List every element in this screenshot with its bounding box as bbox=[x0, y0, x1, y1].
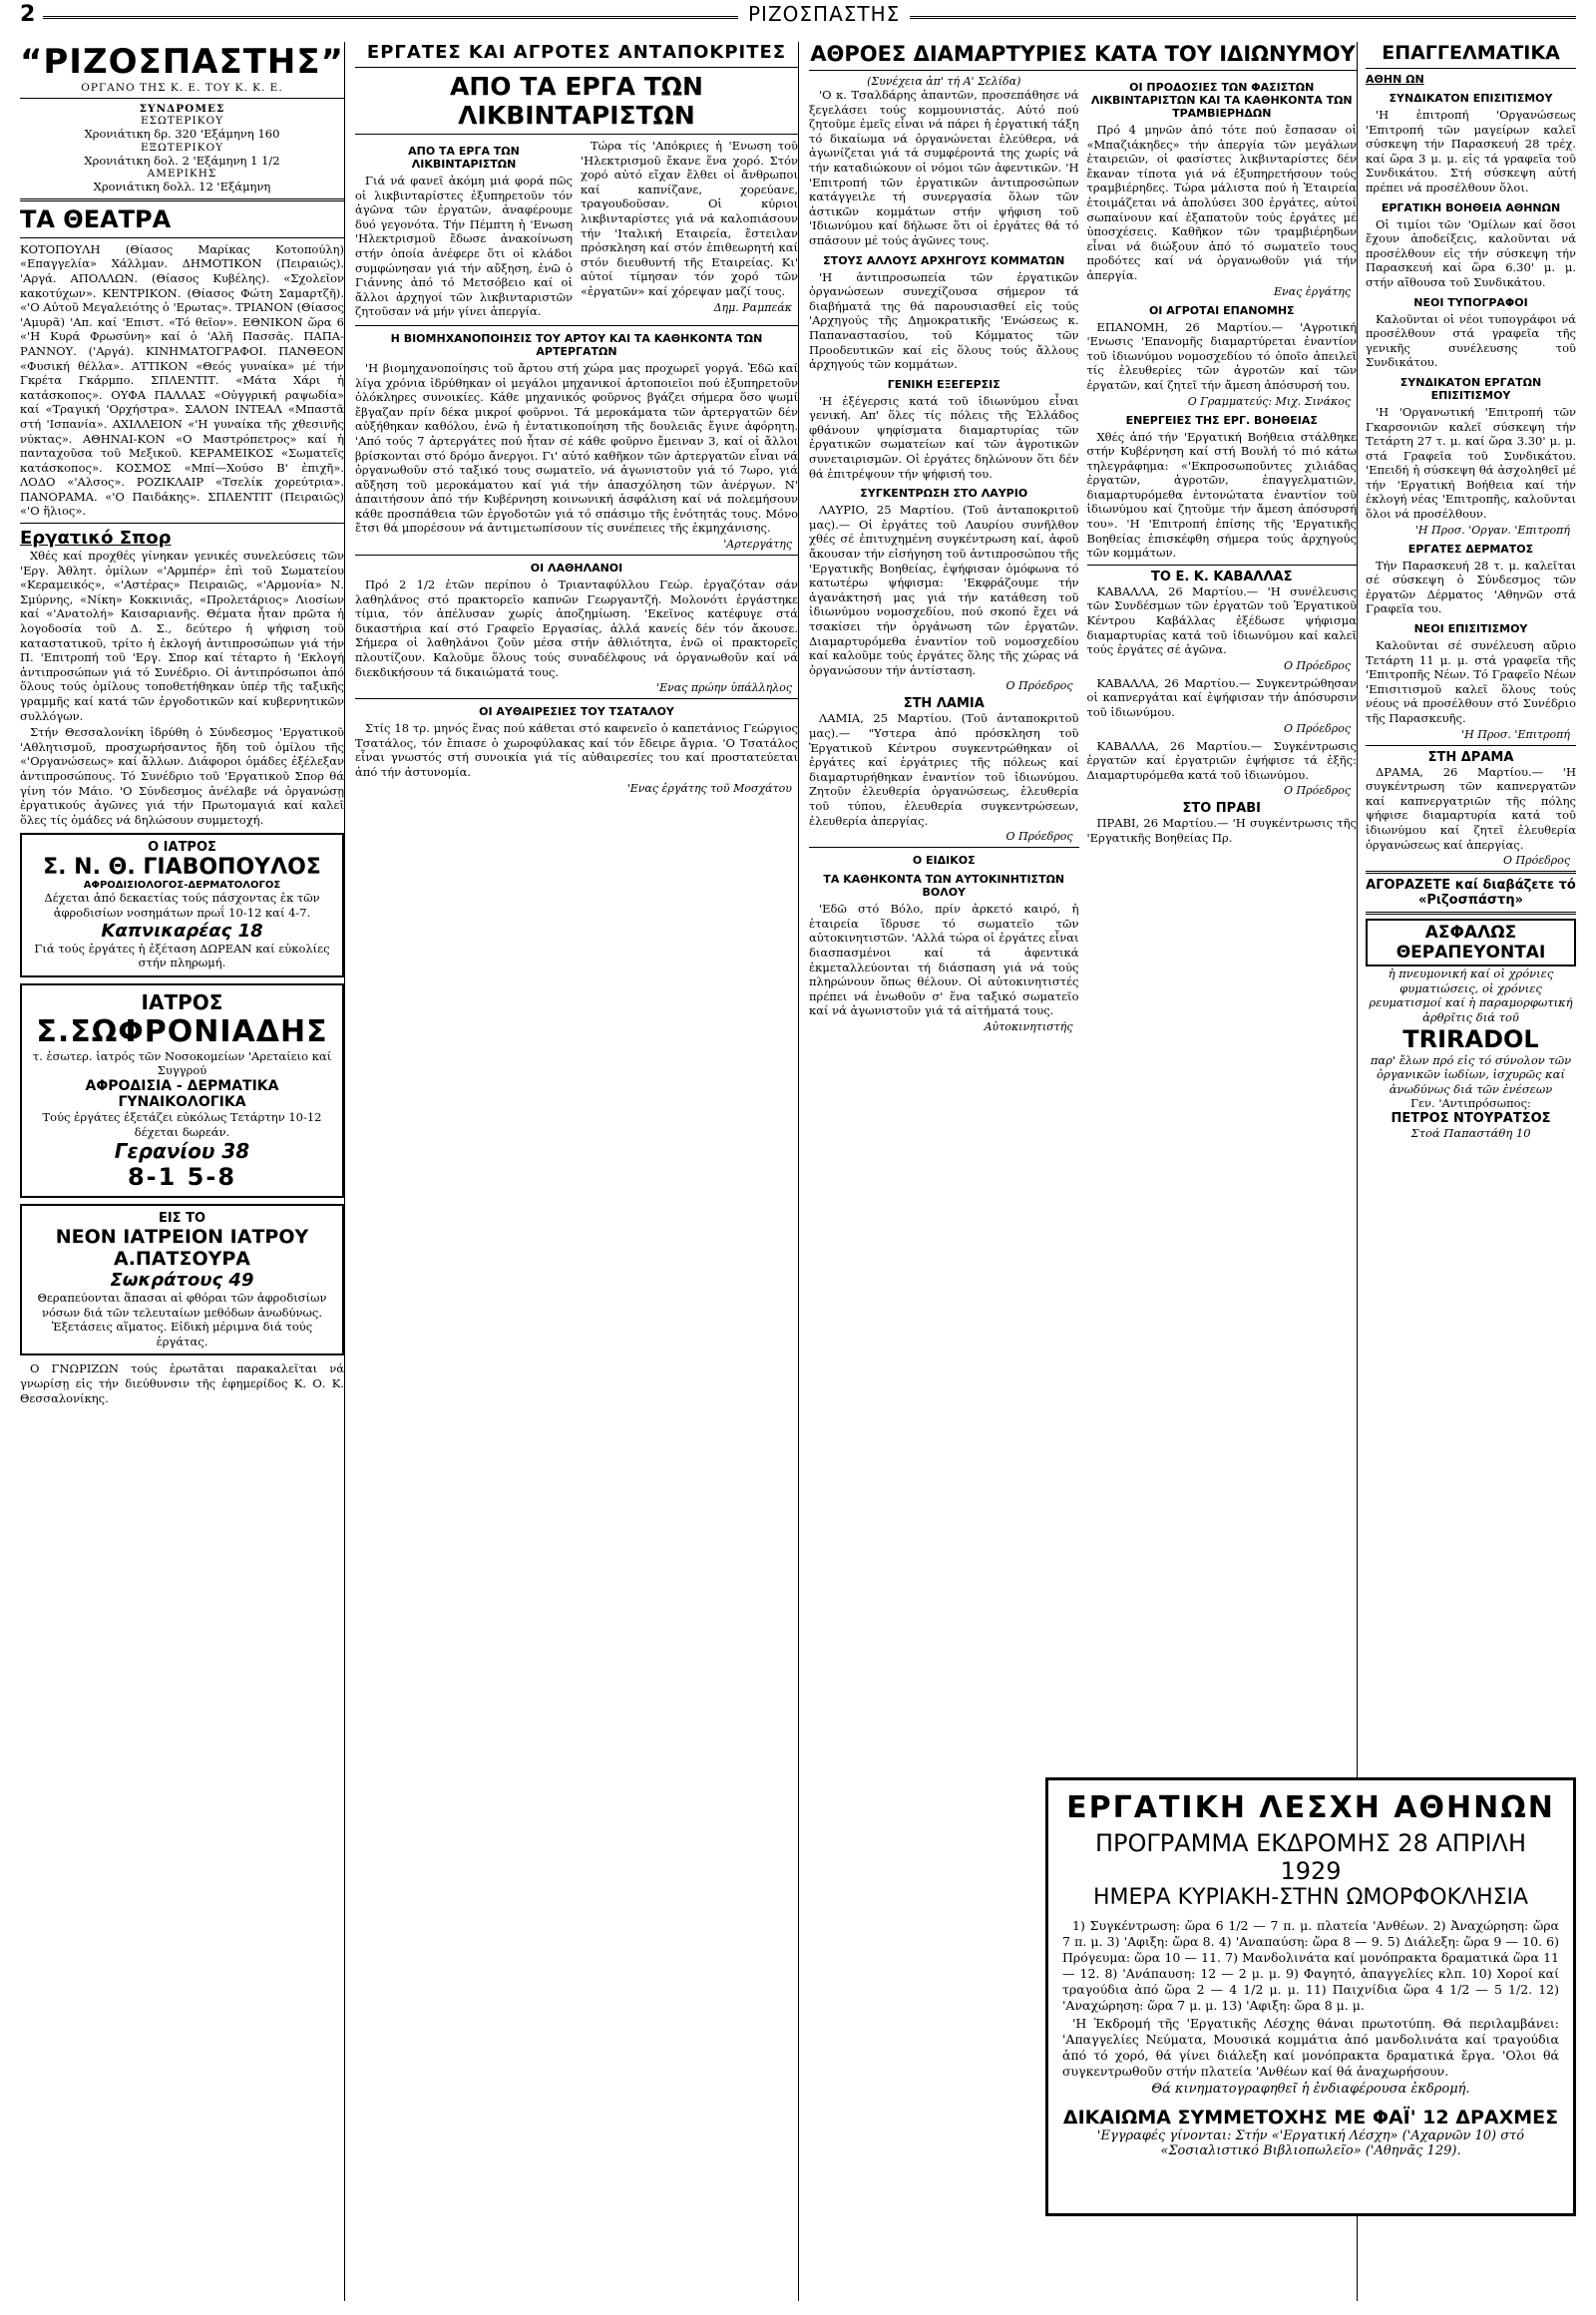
article-paragraph: Πρό 4 μηνῶν ἀπό τότε πού ἔσπασαν οἱ «Μπαζιάκηδες» τήν ἀπεργία τῶν μεγάλων ἑταιρειῶν, οἱ φασίστες λικβινταρίστες δέν ἔκαναν τίποτα γιά νά ἐξυπηρετήσουν τούς τραμβιέρηδες. Τώρα μάλιστα πού ἡ Ἑταιρεία ἑτοιμάζεται νά ἀπολύσει 300 ἐργάτες, αὐτοί σωπαίνουν καί ἐξαπατοῦν τούς ἐργάτες μέ ὑποσχέσεις. Καθῆκον τῶν τραμβιέρηδων εἶναι νά διώξουν ἀπό τό σωματεῖο τους προδότες καί νά ὀργανωθοῦν γιά τήν ἀπεργία. bbox=[1086, 123, 1357, 282]
divider bbox=[20, 523, 344, 524]
article-heading: ΟΙ ΠΡΟΔΟΣΙΕΣ ΤΩΝ ΦΑΣΙΣΤΩΝ ΛΙΚΒΙΝΤΑΡΙΣΤΩΝ ΚΑΙ ΤΑ ΚΑΘΗΚΟΝΤΑ ΤΩΝ ΤΡΑΜΒΙΕΡΗΔΩΝ bbox=[1090, 81, 1353, 120]
article-heading: ΟΙ ΑΓΡΟΤΑΙ ΕΠΑΝΟΜΗΣ bbox=[1148, 303, 1295, 317]
article-heading: ΤΟ Ε. Κ. ΚΑΒΑΛΛΑΣ bbox=[1151, 569, 1293, 584]
divider bbox=[355, 325, 798, 326]
ad-address: Γερανίου 38 bbox=[114, 1139, 250, 1164]
article-heading: ΤΑ ΚΑΘΗΚΟΝΤΑ ΤΩΝ ΑΥΤΟΚΙΝΗΤΙΣΤΩΝ ΒΟΛΟΥ bbox=[823, 873, 1065, 900]
article-paragraph: 'Η βιομηχανοποίησις τοῦ ἄρτου στή χώρα μας προχωρεῖ γοργά. Ἐδῶ καί λίγα χρόνια ἱδρύθηκαν οἱ μεγάλοι μηχανικοί ἀρτοποιεῖοι πού ἐξυπηρετοῦν ὁλόκληρες συνοικίες. Κάθε μηχανικός φοῦρνος βγάζει σήμερα ὅσο ψωμί ἔβγαζαν πρίν δέκα μικροί φοῦρνοι. Τά μεροκάματα τῶν ἀρτεργατῶν δέν αὐξήθηκαν καθόλου, ἐνῶ ἡ ἐντατικοποίηση τῆς δουλειᾶς ἔγινε ἀφόρητη. 'Από τούς 7 ἀρτεργάτες πού ἦταν σέ κάθε φοῦρνο ἔμειναν 3, καί οἱ ἄλλοι βρίσκονται στό δρόμο ἄνεργοι. Γι' αὐτό καθῆκον τῶν ἀρτεργατῶν εἶναι νά ὀργανωθοῦν στό ταξικό τους σωματεῖο, νά ἀγωνιστοῦν γιά τό 7ωρο, γιά αὔξηση τοῦ μεροκάματου καί γιά τήν ἀπασχόληση τῶν ἀνέργων. Ν' ἀπαιτήσουν ἀπό τήν Κυβέρνηση κοινωνική ἀσφάλιση καί νά πολεμήσουν κάθε προσπάθεια τῶν ἐργοδοτῶν γιά τό σπάσιμο τῆς ἑνότητάς τους. Μόνο ἔτσι θά μπορέσουν νά ἀντιμετωπίσουν τίς συνέπειες τῆς ἐκμηχάνισης. bbox=[355, 360, 798, 536]
article-paragraph: ΚΑΒΑΛΛΑ, 26 Μαρτίου.— Συγκέντρωσις ἐργατῶν καί ἐργατριῶν ἐψήφισε τά ἑξῆς: Διαμαρτυρόμεθα κατά τοῦ ἰδιωνύμου. bbox=[1086, 738, 1357, 782]
article-signature: 'Ενας ἐργάτης τοῦ Μοσχάτου bbox=[626, 781, 792, 795]
article-signature: Αὐτοκινητιστής bbox=[984, 1019, 1073, 1033]
notice-heading: ΕΡΓΑΤΕΣ ΔΕΡΜΑΤΟΣ bbox=[1407, 542, 1534, 556]
article-heading: ΕΝΕΡΓΕΙΕΣ ΤΗΣ ΕΡΓ. ΒΟΗΘΕΙΑΣ bbox=[1125, 413, 1318, 427]
ad-hours: 8-1 5-8 bbox=[127, 1163, 237, 1192]
article-signature: Ενας ἐργάτης bbox=[1273, 284, 1351, 298]
notice-text: Καλοῦνται σέ συνέλευση αὔριο Τετάρτη 11 μ. μ. στά γραφεῖα τῆς 'Επιτροπῆς Νέων. Τό Γραφεῖο Νέων 'Επισιτισμοῦ καλεῖ ὅλους τούς νέους νά προσέλθουν στό Συνέδριο τῆς Παρασκευῆς. bbox=[1366, 638, 1576, 725]
notice-heading: ΕΡΓΑΤΙΚΗ ΒΟΗΘΕΙΑ ΑΘΗΝΩΝ bbox=[1381, 200, 1561, 214]
city-label: ΑΘΗΝ ΩΝ bbox=[1366, 73, 1424, 86]
excursion-schedule: 1) Συγκέντρωση: ὥρα 6 1/2 — 7 π. μ. πλατεία 'Ανθέων. 2) Ἀναχώρηση: ὥρα 7 π. μ. 3) 'Αφιξη: ὥρα 8. 4) 'Αναπαύση: ὥρα 8 — 9. 5) Διάλεξη: ὥρα 9 — 10. 6) Πρόγευμα: ὥρα 10 — 11. 7) Μανδολινάτα καί μονόπρακτα δραματικά ὥρα 11 — 12. 8) 'Ανάπαυση: 12 — 2 μ. μ. 9) Φαγητό, ἀπαγγελίες κλπ. 10) Χοροί καί τραγούδια ἀπό ὥρα 2 — 4 1/2 μ. μ. 11) Παιχνίδια ὥρα 4 1/2 — 5 1/2. 12) 'Αναχώρηση: ὥρα 7 μ. μ. 13) 'Αφιξη: ὥρα 8 μ. μ. bbox=[1062, 1918, 1559, 2013]
ad-address: Σωκράτους 49 bbox=[110, 1270, 254, 1292]
running-title: ΡΙΖΟΣΠΑΣΤΗΣ bbox=[738, 2, 910, 26]
article-heading: ΣΤΗ ΛΑΜΙΑ bbox=[903, 696, 985, 712]
ad-name: Σ.ΣΩΦΡΟΝΙΑΔΗΣ bbox=[36, 1013, 328, 1049]
article-paragraph: 'Ο κ. Τσαλδάρης ἀπαντῶν, προσεπάθησε νά ξεγελάσει τούς κομμουνιστάς. Αὐτό πού ζητοῦμε ἐμεῖς εἶναι νά πάρει ἡ ἐργατική τάξη τό δικαίωμα νά ὀργανώνεται ἐλεύθερα, νά ἀγωνίζεται γιά τά συμφέροντά της χωρίς νά τήν καταδιώκουν οἱ νόμοι τῶν ἀφεντικῶν. 'Η 'Επιτροπή τῶν ἐργατικῶν ἀντιπροσώπων κατάγγειλε τή συνεργασία ὅλων τῶν ἀστικῶν κομμάτων στήν ψήφιση τοῦ 'Ιδιωνύμου καί δήλωσε ὅτι οἱ ἐργάτες θά τό σπάσουν μέ τούς ἀγῶνες τους. bbox=[809, 88, 1079, 247]
ad-head: Ο ΙΑΤΡΟΣ bbox=[148, 840, 216, 856]
sport-paragraph: Χθές καί προχθές γίνηκαν γενικές συνελεύσεις τῶν 'Εργ. Ἀθλητ. ὁμίλων «'Αρμπέρ» ἐπὶ τοῦ Σωματείου «Κεραμεικός», «'Αστέρας» Πειραιῶς, «'Αρμονία» Ν. Σμύρνης, «Νίκη» Κοκκινιᾶς, «Προλετάριος» Λιοσίων καί «'Ανατολή» Καισαριανῆς. Θέματα ἦταν πρῶτα ἡ λογοδοσία τοῦ Δ. Σ., δεύτερο ἡ ψήφιση τοῦ καταστατικοῦ, τρίτο ἡ ἐκλογή ἀντιπροσώπων γιά τήν Π. 'Επιτροπή τοῦ 'Εργ. Σπορ καί τέταρτο ἡ 'Εκλογή ἀντιπροσώπων γιά τό Συνέδριο. Οἱ ἀντιπρόσωποι ἀπό ὅλους τούς ὁμίλους τοποθετήθηκαν ὑπέρ τῆς ταξικῆς γραμμῆς καί κατά τῶν ἐργοδοτικῶν καί κυβερνητικῶν συλλόγων. bbox=[20, 549, 344, 723]
notice-signature: Ο Πρόεδρος bbox=[1503, 854, 1570, 868]
ad-doctor-sofroniadis bbox=[20, 983, 344, 1198]
excursion-programme: ΠΡΟΓΡΑΜΜΑ ΕΚΔΡΟΜΗΣ 28 ΑΠΡΙΛΗ 1929 bbox=[1094, 1829, 1526, 1885]
article-heading: Ο ΕΙΔΙΚΟΣ bbox=[912, 854, 976, 868]
divider bbox=[809, 70, 1357, 71]
subs-interior: ΕΣΩΤΕΡΙΚΟΥ bbox=[140, 115, 224, 127]
paper-organ: ΟΡΓΑΝΟ ΤΗΣ Κ. Ε. ΤΟΥ Κ. Κ. Ε. bbox=[81, 82, 283, 94]
ad-triradol-text: παρ' ἔλων πρό εἰς τό σύνολον τῶν ὀργανικῶν ἰωδίων, ἰσχυρῶς καί ἀνωδύνως διά τῶν ἐνέσεων bbox=[1370, 1052, 1572, 1096]
section-heading: ΕΠΑΓΓΕΛΜΑΤΙΚΑ bbox=[1382, 42, 1560, 64]
article-paragraph: Πρό 2 1/2 ἐτῶν περίπου ὁ Τριανταφύλλου Γεώρ. ἐργαζόταν σάν λαθηλάνος στό πρακτορεῖο καπνῶν Γεωργαντζή. Μολονότι ἐργάστηκε τίμια, τόν ἀπέλυσαν χωρίς ἀποζημίωση. 'Εκεῖνος κατέφυγε στά δικαστήρια καί στό Γραφεῖο Εργασίας, ἀλλά κανείς δέν τόν ἄκουσε. Σήμερα οἱ λαθηλάνοι ζοῦν μέσα στήν ἀθλιότητα, ἐνῶ οἱ πρακτορεῖς πλουτίζουν. Καλοῦμε ὅλους τούς συναδέλφους νά ὀργανωθοῦν καί νά διεκδικήσουν τά δικαιώματά τους. bbox=[355, 578, 798, 679]
correspondents-banner: ΕΡΓΑΤΕΣ ΚΑΙ ΑΓΡΟΤΕΣ ΑΝΤΑΠΟΚΡΙΤΕΣ bbox=[355, 42, 798, 68]
ad-head: ΙΑΤΡΟΣ bbox=[141, 989, 223, 1014]
ad-agent-label: Γεν. 'Αντιπρόσωπος: bbox=[1410, 1096, 1531, 1111]
ad-buy-paper: ΑΓΟΡΑΖΕΤΕ καί διαβάζετε τό «Ριζοσπάστη» bbox=[1366, 878, 1576, 909]
article-heading: ΣΤΟΥΣ ΑΛΛΟΥΣ ΑΡΧΗΓΟΥΣ ΚΟΜΜΑΤΩΝ bbox=[823, 253, 1065, 267]
notice-heading: ΣΥΝΔΙΚΑΤΟΝ ΕΠΙΣΙΤΙΣΜΟΥ bbox=[1389, 92, 1553, 105]
article-paragraph: Στίς 18 τρ. μηνός ἕνας πού κάθεται στό καφενεῖο ὁ καπετάνιος Γεώργιος Τσατάλος, τόν ἔπιασε ὁ χωροφύλακας καί τόν ἔδειρε ἄγρια. 'Ο Τσατάλος εἶναι γνωστός στή συνοικία γιά τίς αὐθαιρεσίες του καί προστατεύεται ἀπό τήν ἀστυνομία. bbox=[355, 721, 798, 779]
article-heading: ΟΙ ΑΥΘΑΙΡΕΣΙΕΣ ΤΟΥ ΤΣΑΤΑΛΟΥ bbox=[479, 705, 674, 719]
ad-specialty: ΑΦΡΟΔΙΣΙΟΛΟΓΟΣ-ΔΕΡΜΑΤΟΛΟΓΟΣ bbox=[83, 880, 281, 892]
divider bbox=[1366, 871, 1576, 874]
ad-text: Θεραπεύονται ἅπασαι αἱ φθόραι τῶν ἀφροδισίων νόσων διά τῶν τελευταίων μεθόδων ἀνωδύνως. Ἐξετάσεις αἵματος. Εἰδικὴ μέριμνα διά τούς ἐργάτας. bbox=[37, 1291, 327, 1349]
article-paragraph: Γιά νά φανεῖ ἀκόμη μιά φορά πῶς οἱ λικβινταρίστες ἐξυπηρετοῦν τόν ἀγῶνα τῶν ἐργατῶν, ἀναφέρουμε δυό γεγονότα. Τήν Πέμπτη ἡ 'Ενωση 'Ηλεκτρισμοῦ ἔδωσε ἀνακοίνωση στήν ὁποία ἀνέφερε ὅτι οἱ κλάδοι συμφώνησαν γιά τήν αὔξηση, ἐνῶ ὁ Γιάννης ἀπό τό Μετσόβειο καί οἱ ἄλλοι ἀρχηγοί τῶν λικβινταριστῶν ζητοῦσαν νά μήν γίνει ἀπεργία. bbox=[355, 174, 573, 319]
ad-doctor-giavopoulos bbox=[20, 833, 344, 976]
notice-text: Τήν Παρασκευή 28 τ. μ. καλεῖται σέ σύσκεψη ὁ Σύνδεσμος τῶν ἐργατῶν Δέρματος 'Αθηνῶν στά Γραφεῖα του. bbox=[1366, 558, 1576, 616]
ad-agent-address: Στοά Παπαστάθη 10 bbox=[1410, 1125, 1531, 1140]
ad-text: Δέχεται ἀπό δεκαετίας τούς πάσχοντας ἐκ τῶν ἀφροδισίων νοσημάτων πρωΐ 10-12 καί 4-7. bbox=[44, 891, 320, 920]
subs-exterior-text: Χρονιάτικη δολ. 2 'Εξάμηνη 1 1/2 bbox=[84, 153, 280, 168]
article-paragraph: ΠΡΑΒΙ, 26 Μαρτίου.— 'Η συγκέντρωσις τῆς 'Εργατικῆς Βοηθείας Πρ. bbox=[1086, 816, 1357, 845]
divider bbox=[20, 198, 344, 201]
notice: Ο ΓΝΩΡΙΖΩΝ τούς ἐρωτᾶται παρακαλεῖται νά γνωρίσῃ εἰς τήν διεύθυνσιν τῆς ἐφημερίδος Κ. Ο. Κ. Θεσσαλονίκης. bbox=[20, 1361, 344, 1405]
notice-heading: ΝΕΟΙ ΤΥΠΟΓΡΑΦΟΙ bbox=[1413, 295, 1528, 309]
column-1 bbox=[20, 42, 344, 2301]
divider bbox=[1366, 745, 1576, 746]
article-signature: Ο Πρόεδρος bbox=[1005, 679, 1073, 693]
ad-agent: ΠΕΤΡΟΣ ΝΤΟΥΡΑΤΣΟΣ bbox=[1391, 1110, 1551, 1126]
article-heading: ΣΤΟ ΠΡΑΒΙ bbox=[1182, 801, 1262, 817]
subs-exterior: ΕΞΩΤΕΡΙΚΟΥ bbox=[140, 141, 224, 154]
ad-safe-heading: ΑΣΦΑΛΩΣ ΘΕΡΑΠΕΥΟΝΤΑΙ bbox=[1366, 919, 1576, 966]
theatres-list: ΚΟΤΟΠΟΥΛΗ (Θίασος Μαρίκας Κοτοπούλη) «Επαγγελία» Χάλλμαν. ΔΗΜΟΤΙΚΟΝ (Πειραιώς). 'Αργά. ΑΠΟΛΛΩΝ. (Θίασος Κυβέλης). «Σχολεῖον κακοτύχων». ΚΕΝΤΡΙΚΟΝ. (Θίασος Φώτη Σαμαρτζῆ). «'Ο Αὐτοῦ Μεγαλειότης ὁ 'Ερωτας». ΤΡΙΑΝΟΝ (Θίασος 'Αμυρᾶ) 'Απ. καί 'Επιστ. «Τό θεῖον». ΕΘΝΙΚΟΝ ὥρα 6 «'Η Κυρά Φρωσύνη» καί ὁ 'Αλῆ Πασσᾶς. ΠΑΠΑ-ΡΑΝΝΟΥ. ('Αργά). ΚΙΝΗΜΑΤΟΓΡΑΦΟΙ. ΠΑΝΘΕΟΝ «Φυσική θέλλα». ΑΤΤΙΚΟΝ «Θεός γυναίκα» μέ τήν Γκρέτα Γκάρμπο. ΣΠΛΕΝΤΙΤ. «Μάτα Χάρι ἡ κατάσκοπος». ΟΥΦΑ ΠΑΛΛΑΣ «Οὐγγρική ραψωδία» καί «Τραγική 'Ορχήστρα». ΣΑΛΟΝ ΙΝΤΕΑΛ «Μπαστᾶ στή 'Ισπανία». ΑΧΙΛΛΕΙΟΝ «'Η γυναίκα τῆς χθεσινῆς νύκτας». ΑΘΗΝΑΙ-ΚΟΝ «Ο Μαστρόπετρος» καί ἡ πανταχοῦσα τοῦ Μεξικοῦ. ΚΕΡΑΜΕΙΚΟΣ «Σωματεῖς κατάσκοπος». ΚΟΣΜΟΣ «Μπί—Χούσο Β' ἐπιχῆ». ΛΟΔΟ «'Αλσος». ΡΟΖΙΚΛΑΙΡ «Τσελίκ χορεύτρια». ΠΑΝΟΡΑΜΑ. «'Ο Παιδάκης». ΣΠΛΕΝΤΙΤ (Πειραιῶς) «'Ο ἥλιος». bbox=[20, 241, 344, 519]
column-3-body bbox=[809, 75, 1357, 1037]
ad-triradol: TRIRADOL bbox=[1402, 1024, 1539, 1053]
notice-heading: ΣΥΝΔΙΚΑΤΟΝ ΕΡΓΑΤΩΝ ΕΠΙΣΙΤΙΣΜΟΥ bbox=[1399, 375, 1542, 402]
divider bbox=[1087, 565, 1358, 566]
article-paragraph: ΕΠΑΝΟΜΗ, 26 Μαρτίου.— 'Αγροτική 'Ενωσις 'Επανομῆς διαμαρτύρεται ἐναντίον τοῦ ἰδιωνύμου νομοσχεδίου τό ὁποῖο ἀπειλεῖ τίς ἐλευθερίες τῶν ἀγροτῶν καί τῶν ἐργατῶν, καί ζητεῖ τήν ἄμεση ἀπόσυρσή του. bbox=[1086, 319, 1357, 392]
divider bbox=[20, 237, 344, 238]
ad-text: Τούς ἐργάτες ἐξετάζει εὐκόλως Τετάρτην 10-12 δέχεται δωρεάν. bbox=[42, 1109, 322, 1139]
page-header bbox=[0, 0, 1596, 34]
excursion-registration: 'Εγγραφές γίνονται: Στήν «'Εργατική Λέσχη» ('Αχαρνῶν 10) στό «Σοσιαλιστικό Βιβλιοπωλεῖο» ('Αθηνᾶς 129). bbox=[1096, 2128, 1525, 2158]
subs-interior-text: Χρονιάτικη δρ. 320 'Εξάμηνη 160 bbox=[84, 127, 280, 141]
sport-heading: Εργατικό Σπορ bbox=[20, 528, 172, 550]
article-heading: ΓΕΝΙΚΗ ΕΞΕΓΕΡΣΙΣ bbox=[887, 377, 1000, 391]
article-heading: ΟΙ ΛΑΘΗΛΑΝΟΙ bbox=[530, 562, 623, 576]
notice-text: Οἱ τιμίοι τῶν 'Ομίλων καί ὅσοι ἔχουν ἀποδείξεις, καλοῦνται νά προσέλθουν εἰς τήν σύσκεψη τήν Παρασκευή καί ὥρα 6.30' μ. μ. στήν αἴθουσα τοῦ Συνδικάτου. bbox=[1366, 216, 1576, 289]
article-signature: 'Ενας πρώην ὑπάλληλος bbox=[656, 681, 792, 695]
article-paragraph: ΚΑΒΑΛΛΑ, 26 Μαρτίου.— Συγκεντρώθησαν οἱ καπνεργάται καί ἐψήφισαν τήν ἀπόσυρσιν τοῦ ἰδιωνύμου. bbox=[1086, 675, 1357, 719]
article-heading: Η ΒΙΟΜΗΧΑΝΟΠΟΙΗΣΙΣ ΤΟΥ ΑΡΤΟΥ ΚΑΙ ΤΑ ΚΑΘΗΚΟΝΤΑ ΤΩΝ ΑΡΤΕΡΓΑΤΩΝ bbox=[390, 331, 763, 358]
article-paragraph: 'Η ἀντιπροσωπεία τῶν ἐργατικῶν ὀργανώσεων συνεχίζουσα σήμερον τά διαβήματά της θά παρουσιασθεί εἰς τούς 'Αρχηγούς τῆς Δημοκρατικῆς 'Ενώσεως κ. Παπαναστασίου, τοῦ Κόμματος τῶν Προοδευτικῶν καί εἰς ὅλους τούς ἄλλους ἀρχηγούς τῶν κομμάτων. bbox=[809, 269, 1079, 372]
article-signature: Δημ. Ραμπεάκ bbox=[713, 300, 792, 314]
divider bbox=[355, 698, 798, 699]
paper-name: “ΡΙΖΟΣΠΑΣΤΗΣ” bbox=[20, 42, 344, 82]
notice-signature: 'Η Προσ. 'Οργαν. 'Επιτροπή bbox=[1414, 523, 1570, 537]
subs-america-text: Χρονιάτικη δολλ. 12 'Εξάμηνη bbox=[93, 180, 271, 194]
notice-heading: ΣΤΗ ΔΡΑΜΑ bbox=[1427, 749, 1514, 765]
ad-name: Σ. Ν. Θ. ΓΙΑΒΟΠΟΥΛΟΣ bbox=[43, 855, 321, 881]
excursion-day: ΗΜΕΡΑ ΚΥΡΙΑΚΗ-ΣΤΗΝ ΩΜΟΡΦΟΚΛΗΣΙΑ bbox=[1092, 1885, 1529, 1910]
excursion-fee: ΔΙΚΑΙΩΜΑ ΣΥΜΜΕΤΟΧΗΣ ΜΕ ΦΑΪ' 12 ΔΡΑΧΜΕΣ bbox=[1062, 2107, 1559, 2128]
theatres-heading: ΤΑ ΘΕΑΤΡΑ bbox=[20, 204, 172, 233]
ad-sub: τ. ἐσωτερ. ἰατρός τῶν Νοσοκομείων 'Αρεταίειο καί Συγγρού bbox=[32, 1048, 332, 1078]
main-heading: ΑΘΡΟΕΣ ΔΙΑΜΑΡΤΥΡΙΕΣ ΚΑΤΑ ΤΟΥ ΙΔΙΩΝΥΜΟΥ bbox=[810, 42, 1356, 66]
article-liquidators bbox=[355, 139, 798, 321]
sport-paragraph: Στήν Θεσσαλονίκη ἱδρύθη ὁ Σύνδεσμος 'Εργατικοῦ 'Αθλητισμοῦ, προσχωρήσαντος ἤδη τοῦ ὁμίλου τῆς «'Οργανώσεως» καί ἄλλων. Διάφοροι ὁμάδες ἐξέλεξαν ἀντιπροσώπους. Τό Συνέδριο τοῦ 'Εργατικοῦ Σπορ θά γίνη τόν Μάιο. 'Ο Σύνδεσμος ἀνέλαβε νά ὀργανώσῃ ἐργατικούς ἀγῶνες γιά τήν Πρωτομαγιά καί καλεῖ ὅλες τίς ὁμάδες νά δηλώσουν συμμετοχή. bbox=[20, 725, 344, 827]
excursion-title: ΕΡΓΑΤΙΚΗ ΛΕΣΧΗ ΑΘΗΝΩΝ bbox=[1066, 1790, 1555, 1825]
excursion-announcement bbox=[1045, 1777, 1576, 2216]
ad-name: ΝΕΟΝ ΙΑΤΡΕΙΟΝ ΙΑΤΡΟΥ Α.ΠΑΤΣΟΥΡΑ bbox=[55, 1226, 309, 1271]
subs-head: ΣΥΝΔΡΟΜΕΣ bbox=[139, 103, 225, 115]
page-number: 2 bbox=[20, 2, 43, 27]
ad-safe-text: ἡ πνευμονική καί οἱ χρόνιες φυματιώσεις, οἱ χρόνιες ρευματισμοί καί ἡ παραμορφωτική ἀρθρῖτις διά τοῦ bbox=[1369, 966, 1573, 1024]
article-signature: Ο Πρόεδρος bbox=[1284, 658, 1351, 672]
article-heading: ΣΥΓΚΕΝΤΡΩΣΗ ΣΤΟ ΛΑΥΡΙΟ bbox=[860, 487, 1028, 501]
ad-doctor-patsouras bbox=[20, 1204, 344, 1355]
divider bbox=[355, 555, 798, 556]
article-heading: ΑΠΟ ΤΑ ΕΡΓΑ ΤΩΝ ΛΙΚΒΙΝΤΑΡΙΣΤΩΝ bbox=[408, 145, 520, 171]
ad-note: Γιά τούς ἐργάτες ἡ ἐξέταση ΔΩΡΕΑΝ καί εὐκολίες στήν πληρωμή. bbox=[34, 941, 330, 970]
article-paragraph: 'Η ἐξέγερσις κατά τοῦ ἰδιωνύμου εἶναι γενική. Απ' ὅλες τίς πόλεις τῆς Ἑλλάδος φθάνουν ψηφίσματα διαμαρτυρίας τῶν ἐργατικῶν σωματείων καί τῶν ἀγροτικῶν συνεταιρισμῶν. Οἱ ἐργάτες δηλώνουν ὅτι δέν θά ἐπιτρέψουν τήν ψήφισή του. bbox=[809, 393, 1079, 481]
continuation-note: (Συνέχεια ἀπ' τή Α' Σελίδα) bbox=[867, 75, 1021, 88]
notice-text: ΔΡΑΜΑ, 26 Μαρτίου.— 'Η συγκέντρωση τῶν καπνεργατῶν καί καπνεργατριῶν τῆς πόλης ψήφισε διαμαρτυρία κατά τοῦ ἰδιωνύμου καί ζητεῖ ἐλευθερία ὀργανώσεως καί ἀπεργίας. bbox=[1366, 764, 1576, 852]
subs-america: ΑΜΕΡΙΚΗΣ bbox=[147, 168, 217, 181]
divider bbox=[1366, 912, 1576, 915]
notice-text: 'Η 'Οργανωτική 'Επιτροπή τῶν Γκαρσονιῶν καλεῖ σύσκεψη τήν Τετάρτη 27 τ. μ. καί ὥρα 3.30' μ. μ. στά Γραφεῖα τοῦ Συνδικάτου. 'Επειδή ἡ σύσκεψη θά ἀσχοληθεῖ μέ τήν 'Εργατική Βοήθεια καί τήν ἐκλογή νέας 'Επιτροπῆς, καλοῦνται ὅλοι νά προσέλθουν. bbox=[1366, 404, 1576, 522]
column-2 bbox=[344, 42, 798, 2301]
article-paragraph: ΚΑΒΑΛΛΑ, 26 Μαρτίου.— 'Η συνέλευσις τῶν Συνδέσμων τῶν ἐργατῶν τοῦ Ἐργατικοῦ Κέντρου Καβάλλας ἐξέδωσε ψήφισμα διαμαρτυρίας κατά τοῦ ἰδιωνύμου καί καλεῖ τούς ἐργάτες σέ ἀγῶνα. bbox=[1086, 583, 1357, 657]
notice-text: Καλοῦνται οἱ νέοι τυπογράφοι νά προσέλθουν στά γραφεῖα τῆς γενικῆς συνέλευσης τοῦ Συνδικάτου. bbox=[1366, 311, 1576, 370]
notice-signature: 'Η Προσ. 'Επιτροπή bbox=[1461, 727, 1570, 741]
divider bbox=[1366, 68, 1576, 69]
article-paragraph: ΛΑΜΙΑ, 25 Μαρτίου. (Τοῦ ἀνταποκριτοῦ μας).— "Υστερα ἀπό πρόσκληση τοῦ Ἐργατικοῦ Κέντρου συγκεντρώθηκαν οἱ ἐργάτες καί ἐργάτριες τῆς πόλεως καί διαμαρτυρήθηκαν ἐναντίον τοῦ ἰδιωνύμου. Ζητοῦν ἐλευθερία ὀργανώσεως, ἐλευθερία τοῦ τύπου, ἐλευθερία συγκεντρώσεων, ἐλευθερία ἀπεργίας. bbox=[809, 711, 1079, 828]
article-signature: Ο Πρόεδρος bbox=[1284, 721, 1351, 735]
article-signature: 'Αρτεργάτης bbox=[723, 538, 792, 552]
article-signature: Ο Πρόεδρος bbox=[1284, 784, 1351, 798]
article-paragraph: ΛΑΥΡΙΟ, 25 Μαρτίου. (Τοῦ ἀνταποκριτοῦ μας).— Οἱ ἐργάτες τοῦ Λαυρίου συνῆλθον χθές σέ ἐπιτυχημένη συγκέντρωση καί, ἀφοῦ ἄκουσαν τήν εἰσήγηση τοῦ ἀντιπροσώπου τῆς 'Εργατικῆς Βοηθείας, ἐψήφισαν ὁμόφωνα τό κατωτέρω ψήφισμα: 'Εκφράζουμε τήν ἀγανάκτησή μας γιά τήν κατάθεση τοῦ ἰδιωνύμου νομοσχεδίου, πού σκοπό ἔχει νά τσακίσει τήν ὀργάνωση τῶν ἐργατῶν. Διαμαρτυρόμεθα ἐναντίον τοῦ νομοσχεδίου καί καλοῦμε τούς ἐργάτες ὅλης τῆς χώρας νά ὀργανώσουν τήν ἀντίσταση. bbox=[809, 503, 1079, 677]
excursion-filming: Θά κινηματογραφηθεῖ ἡ ἐνδιαφέρουσα ἐκδρομή. bbox=[1151, 2082, 1470, 2097]
article-paragraph: 'Εδῶ στό Βόλο, πρίν ἀρκετό καιρό, ἡ ἑταιρεία ἵδρυσε τό σωματεῖο τῶν αὐτοκινητιστῶν. 'Αλλά τώρα οἱ ἐργάτες εἶναι διασπασμένοι καί τά ἀφεντικά ἐκμεταλλεύονται τή διάσπαση γιά νά τούς πληρώνουν ὅπως θέλουν. Οἱ αὐτοκινητιστές πρέπει νά ἑνωθοῦν σ' ἕνα ταξικό σωματεῖο καί νά ἀγωνιστοῦν γιά τά αἰτήματά τους. bbox=[809, 902, 1079, 1018]
divider bbox=[355, 134, 798, 135]
divider bbox=[809, 847, 1079, 848]
ad-specialty: ΑΦΡΟΔΙΣΙΑ - ΔΕΡΜΑΤΙΚΑ ΓΥΝΑΙΚΟΛΟΓΙΚΑ bbox=[85, 1077, 279, 1110]
excursion-description: 'Η Ἐκδρομή τῆς 'Εργατικῆς Λέσχης θάναι πρωτοτύπη. Θά περιλαμβάνει: 'Απαγγελίες Νεύματα, Μουσικά κομμάτια ἀπό μανδολινάτα καί τραγούδια ἀπό τό χορό, θά γίνει διάλεξη καί μονόπρακτα δραματικά ἔργα. 'Ολοι θά συγκεντρωθοῦν στήν πλατεία 'Ανθέων καί θά ἀναχωρήσουν. bbox=[1062, 2016, 1559, 2079]
article-signature: Ο Πρόεδρος bbox=[1005, 830, 1073, 844]
ad-head: ΕΙΣ ΤΟ bbox=[158, 1211, 206, 1227]
main-heading: ΑΠΟ ΤΑ ΕΡΓΑ ΤΩΝ ΛΙΚΒΙΝΤΑΡΙΣΤΩΝ bbox=[450, 72, 703, 130]
divider bbox=[20, 98, 344, 99]
notice-heading: ΝΕΟΙ ΕΠΙΣΙΤΙΣΜΟΥ bbox=[1413, 622, 1528, 636]
article-signature: Ο Γραμματεύς: Μιχ. Σινάκος bbox=[1187, 394, 1351, 408]
article-paragraph: Χθές ἀπό τήν 'Εργατική Βοήθεια στάλθηκε στήν Κυβέρνηση καί στή Βουλή τό πιό κάτω τηλεγράφημα: «'Εκπροσωποῦντες χιλιάδας ἐργατῶν, ἀγροτῶν, ἐπαγγελματιῶν, διαμαρτυρόμεθα ἐντονώτατα ἐναντίον τοῦ ἰδιωνύμου καί ζητοῦμε τήν ἄμεση ἀπόσυρσή του». 'Η 'Επιτροπή ἐπίσης τῆς 'Εργατικῆς Βοηθείας ἐπισκέφθη σήμερα τούς ἀρχηγούς τῶν κομμάτων. bbox=[1086, 429, 1357, 561]
ad-address: Καπνικαρέας 18 bbox=[101, 920, 263, 942]
article-paragraph: Τώρα τίς 'Απόκριες ἡ 'Ενωση τοῦ 'Ηλεκτρισμοῦ ἔκανε ἕνα χορό. Στόν χορό αὐτό εἴχαν ἔλθει οἱ ἄνθρωποι καί καπνίζανε, χορεύανε, τραγουδοῦσαν. Οἱ κύριοι λικβινταρίστες γιά νά καλοπιάσουν τήν 'Ιταλική Εταιρεία, ἔστειλαν πρόσκληση καί στόν ἐπιθεωρητή καί στόν διευθυντή τῆς Εταιρείας. Κι' αὐτοί τίμησαν τόν χορό τῶν «ἐργατῶν» καί χόρεψαν μαζί τους. bbox=[581, 139, 798, 298]
notice-text: 'Η ἐπιτροπή 'Οργανώσεως 'Επιτροπή τῶν μαγείρων καλεῖ σύσκεψη τήν Παρασκευή 28 τρέχ. καί ὥρα 3 μ. μ. εἰς τά γραφεῖα τοῦ Συνδικάτου. Στή σύσκεψη αὐτή πρέπει νά προσέλθουν ὅλοι. bbox=[1366, 108, 1576, 194]
